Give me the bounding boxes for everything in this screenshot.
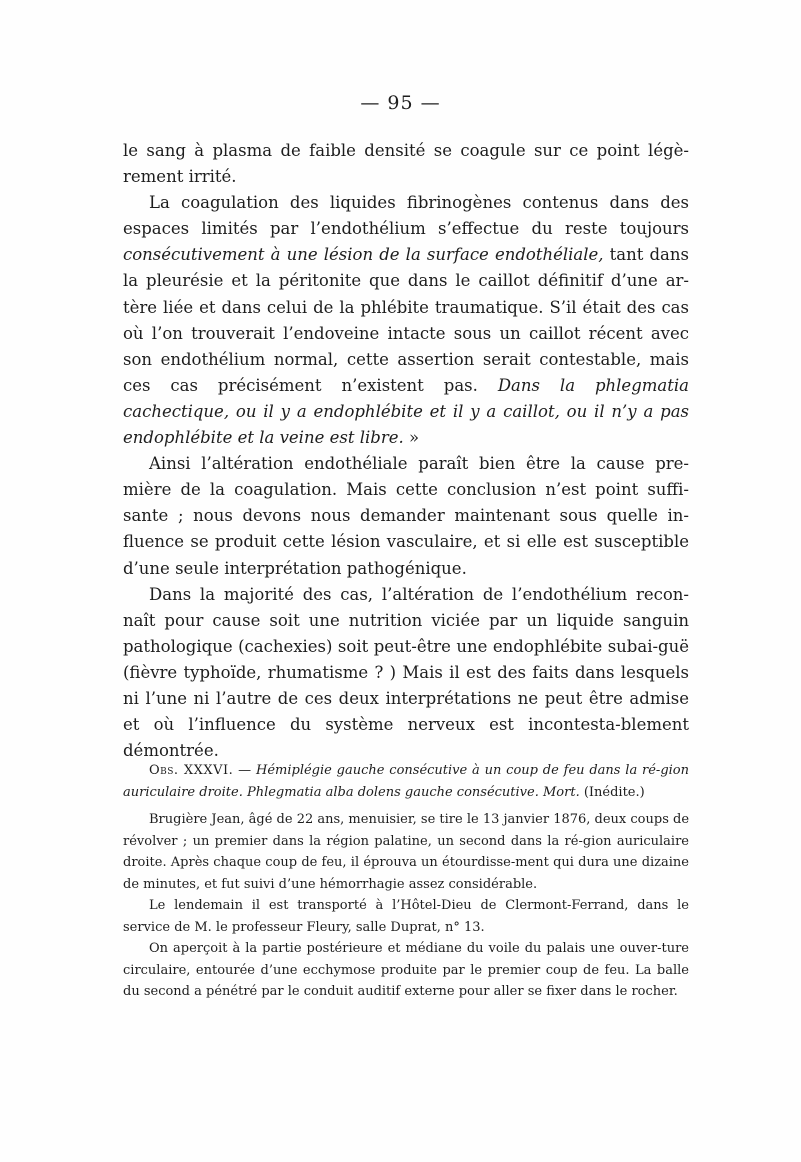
observation-paragraph-1: Brugière Jean, âgé de 22 ans, menuisier, se tire le 13 janvier 1876, deux coups de révolver ; un premier dans la région palatine, un second dans la ré-gion auriculaire droite. Après chaque coup de feu, il éprouva un étourdisse-ment qui dura une dizaine de minutes, et fut suivi d’une hémorrhagie assez considérable. (123, 812, 690, 892)
observation-section (123, 760, 689, 1003)
observation-paragraph-2: Le lendemain il est transporté à l’Hôtel-Dieu de Clermont-Ferrand, dans le service de M. le professeur Fleury, salle Duprat, n° 13. (123, 898, 689, 935)
observation-dash: — (233, 763, 256, 778)
observation-heading (123, 760, 689, 803)
paragraph-2 (123, 190, 689, 451)
paragraph-1: le sang à plasma de faible densité se coagule sur ce point légè-rement irrité. (123, 141, 689, 187)
observation-note: (Inédite.) (579, 784, 645, 800)
page-number: — 95 — (360, 92, 441, 114)
observation-paragraph-3: On aperçoit à la partie postérieure et médiane du voile du palais une ouver-ture circulaire, entourée d’une ecchymose produite par le premier coup de feu. La balle du second a pénétré par le conduit auditif externe pour aller se fixer dans le rocher. (123, 941, 689, 999)
main-text (123, 138, 689, 764)
paragraph-2-text-c: tant dans la pleurésie et la péritonite que dans le caillot définitif d’une ar-tère liée et dans celui de la phlébite traumatique. S’il était des cas où l’on trouverait l’endoveine intacte sous un caillot récent avec son endothélium normal, cette assertion serait contestable, mais ces cas précisément n’existent pas. (123, 245, 689, 395)
paragraph-2-text-e: » (403, 428, 420, 448)
observation-label: Obs. XXXVI. (149, 763, 234, 778)
paragraph-4: Dans la majorité des cas, l’altération de l’endothélium recon-naît pour cause soit une nutrition viciée par un liquide sanguin pathologique (cachexies) soit peut-être une endophlébite subai-guë (fièvre typhoïde, rhumatisme ? ) Mais il est des faits dans lesquels ni l’une ni l’autre de ces deux interprétations ne peut être admise et où l’influence du système nerveux est incontesta-blement démontrée. (123, 584, 689, 761)
paragraph-2-emphasis-b: consécutivement à une lésion de la surface endothéliale, (123, 245, 604, 265)
observation-title: Hémiplégie gauche consécutive à un coup de feu dans la ré-gion auriculaire droite. Phlegmatia alba dolens gauche consécutive. Mort. (123, 763, 690, 800)
paragraph-2-quote-d: Dans la phlegmatia cachectique, ou il y a endophlébite et il y a caillot, ou il n’y a pas endophlébite et la veine est libre. (123, 375, 689, 448)
paragraph-3: Ainsi l’altération endothéliale paraît bien être la cause pre-mière de la coagulation. Mais cette conclusion n’est point suffi-sante ; nous devons nous demander maintenant sous quelle in-fluence se produit cette lésion vasculaire, et si elle est susceptible d’une seule interprétation pathogénique. (123, 454, 689, 578)
paragraph-2-text-a: La coagulation des liquides fibrinogènes contenus dans des espaces limités par l’endothélium s’effectue du reste toujours (123, 193, 689, 239)
